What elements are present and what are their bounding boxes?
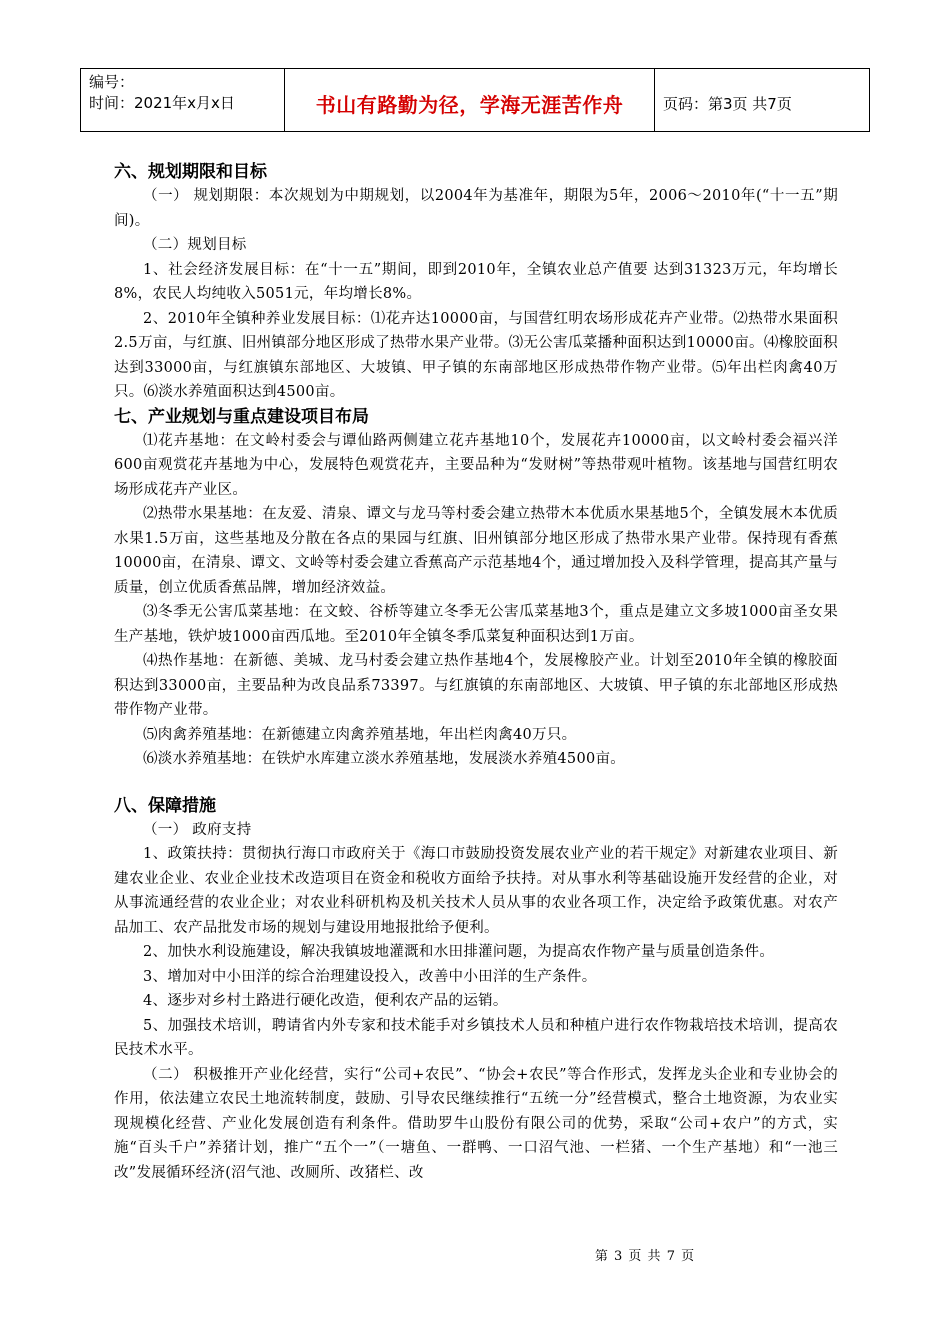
paragraph: （一） 政府支持 — [143, 821, 252, 838]
paragraph: （二）规划目标 — [143, 237, 247, 253]
document-body — [114, 160, 838, 1185]
paragraph: 3、增加对中小田洋的综合治理建设投入，改善中小田洋的生产条件。 — [143, 968, 597, 985]
paragraph: 5、加强技术培训，聘请省内外专家和技术能手对乡镇技术人员和种植户进行农作物栽培技术培训，提高农民技术水平。 — [114, 1017, 838, 1058]
paragraph: 1、社会经济发展目标：在“十一五”期间，即到2010年，全镇农业总产值要 达到31323万元，年均增长8%，农民人均纯收入5051元，年均增长8%。 — [114, 261, 838, 302]
paragraph: 2、加快水利设施建设，解决我镇坡地灌溉和水田排灌问题，为提高农作物产量与质量创造条件。 — [143, 944, 775, 960]
section-8-title: 八、保障措施 — [114, 795, 216, 816]
document-number: 编号： — [89, 73, 135, 91]
header-page-number: 页码：第3页 共7页 — [663, 94, 792, 113]
document-date: 时间：2021年x月x日 — [89, 94, 235, 112]
footer-page-number: 第 3 页 共 7 页 — [594, 1249, 696, 1264]
paragraph: ⑶冬季无公害瓜菜基地：在文蛟、谷桥等建立冬季无公害瓜菜基地3个，重点是建立文多坡1000亩圣女果生产基地，铁炉坡1000亩西瓜地。至2010年全镇冬季瓜菜复种面积达到1万亩。 — [114, 604, 838, 645]
spacer — [114, 772, 838, 794]
header-meta — [81, 69, 285, 131]
paragraph: ⑹淡水养殖基地：在铁炉水库建立淡水养殖基地，发展淡水养殖4500亩。 — [143, 751, 626, 767]
page-footer — [0, 1245, 950, 1264]
page-header — [80, 68, 870, 132]
paragraph: （一） 规划期限：本次规划为中期规划，以2004年为基准年，期限为5年，2006～2010年(“十一五”期间)。 — [114, 188, 838, 229]
paragraph: ⑸肉禽养殖基地：在新德建立肉禽养殖基地，年出栏肉禽40万只。 — [143, 726, 577, 743]
header-motto: 书山有路勤为径，学海无涯苦作舟 — [285, 69, 655, 131]
paragraph: 2、2010年全镇种养业发展目标：⑴花卉达10000亩，与国营红明农场形成花卉产业带。⑵热带水果面积2.5万亩，与红旗、旧州镇部分地区形成了热带水果产业带。⑶无公害瓜菜播种面积达到10000亩。⑷橡胶面积达到33000亩，与红旗镇东部地区、大坡镇、甲子镇的东南部地区形成热带作物产业带。⑸年出栏肉禽40万只。⑹淡水养殖面积达到4500亩。 — [114, 310, 838, 400]
section-7-title: 七、产业规划与重点建设项目布局 — [114, 406, 369, 427]
section-6-title: 六、规划期限和目标 — [114, 162, 267, 182]
paragraph: （二） 积极推开产业化经营，实行“公司+农民”、“协会+农民”等合作形式，发挥龙头企业和专业协会的作用，依法建立农民土地流转制度，鼓励、引导农民继续推行“五统一分”经营模式，整合土地资源，为农业实现规模化经营、产业化发展创造有利条件。借助罗牛山股份有限公司的优势，采取“公司+农户”的方式，实施“百头千户”养猪计划，推广“五个一”（一塘鱼、一群鸭、一口沼气池、一栏猪、一个生产基地）和“一池三改”发展循环经济(沼气池、改厕所、改猪栏、改 — [114, 1066, 838, 1181]
paragraph: ⑵热带水果基地：在友爱、清泉、谭文与龙马等村委会建立热带木本优质水果基地5个，全镇发展木本优质水果1.5万亩，这些基地及分散在各点的果园与红旗、旧州镇部分地区形成了热带水果产业带。保持现有香蕉10000亩，在清泉、谭文、文岭等村委会建立香蕉高产示范基地4个，通过增加投入及科学管理，提高其产量与质量，创立优质香蕉品牌，增加经济效益。 — [114, 506, 838, 596]
paragraph: 1、政策扶持：贯彻执行海口市政府关于《海口市鼓励投资发展农业产业的若干规定》对新建农业项目、新建农业企业、农业企业技术改造项目在资金和税收方面给予扶持。对从事水利等基础设施开发经营的企业，对从事流通经营的农业企业；对农业科研机构及机关技术人员从事的农业各项工作，决定给予政策优惠。对农产品加工、农产品批发市场的规划与建设用地报批给予便利。 — [114, 846, 838, 936]
paragraph: 4、逐步对乡村土路进行硬化改造，便利农产品的运销。 — [143, 993, 508, 1009]
paragraph: ⑷热作基地：在新德、美城、龙马村委会建立热作基地4个，发展橡胶产业。计划至2010年全镇的橡胶面积达到33000亩，主要品种为改良品系73397。与红旗镇的东南部地区、大坡镇、甲子镇的东北部地区形成热带作物产业带。 — [114, 653, 838, 718]
paragraph: ⑴花卉基地：在文岭村委会与谭仙路两侧建立花卉基地10个，发展花卉10000亩，以文岭村委会福兴洋600亩观赏花卉基地为中心，发展特色观赏花卉，主要品种为“发财树”等热带观叶植物。该基地与国营红明农场形成花卉产业区。 — [114, 432, 838, 498]
